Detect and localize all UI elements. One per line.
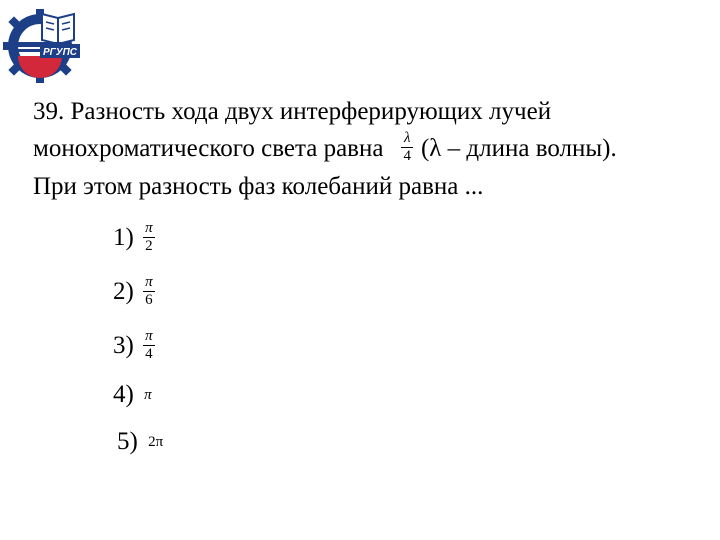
question-line-2-start: монохроматического света равна [33,135,384,162]
question-line-3: При этом разность фаз колебаний равна ... [33,172,484,200]
answer-option-2[interactable] [113,274,158,314]
answer-option-4[interactable] [113,380,152,420]
option-denominator: 6 [143,291,155,309]
answer-option-3[interactable] [113,328,158,368]
option-fraction [143,328,155,363]
option-numerator: π [145,328,153,344]
question-line-2 [33,130,703,168]
question-text [33,93,703,205]
question-line-1: 39. Разность хода двух интерферирующих лучей [33,98,552,125]
path-difference-fraction [401,130,413,165]
answer-option-5[interactable] [117,427,163,467]
option-numerator: π [145,220,153,236]
option-label: 1) [113,223,134,251]
fraction-denominator: 4 [403,147,411,164]
option-label: 3) [113,331,134,359]
fraction-numerator: λ [403,129,411,146]
logo-text: РГУПС [43,47,77,58]
answer-option-1[interactable] [113,220,158,260]
university-logo [2,4,86,86]
option-label: 2) [113,277,134,305]
option-label: 5) [117,428,138,456]
option-numerator: π [145,274,153,290]
question-line-2-end: (λ – длина волны). [420,135,617,162]
option-denominator: 4 [143,345,155,363]
option-label: 4) [113,381,134,409]
option-fraction [143,274,155,309]
option-fraction [143,220,155,255]
option-value: π [144,386,152,403]
option-denominator: 2 [143,237,155,255]
option-value: 2π [148,433,164,450]
